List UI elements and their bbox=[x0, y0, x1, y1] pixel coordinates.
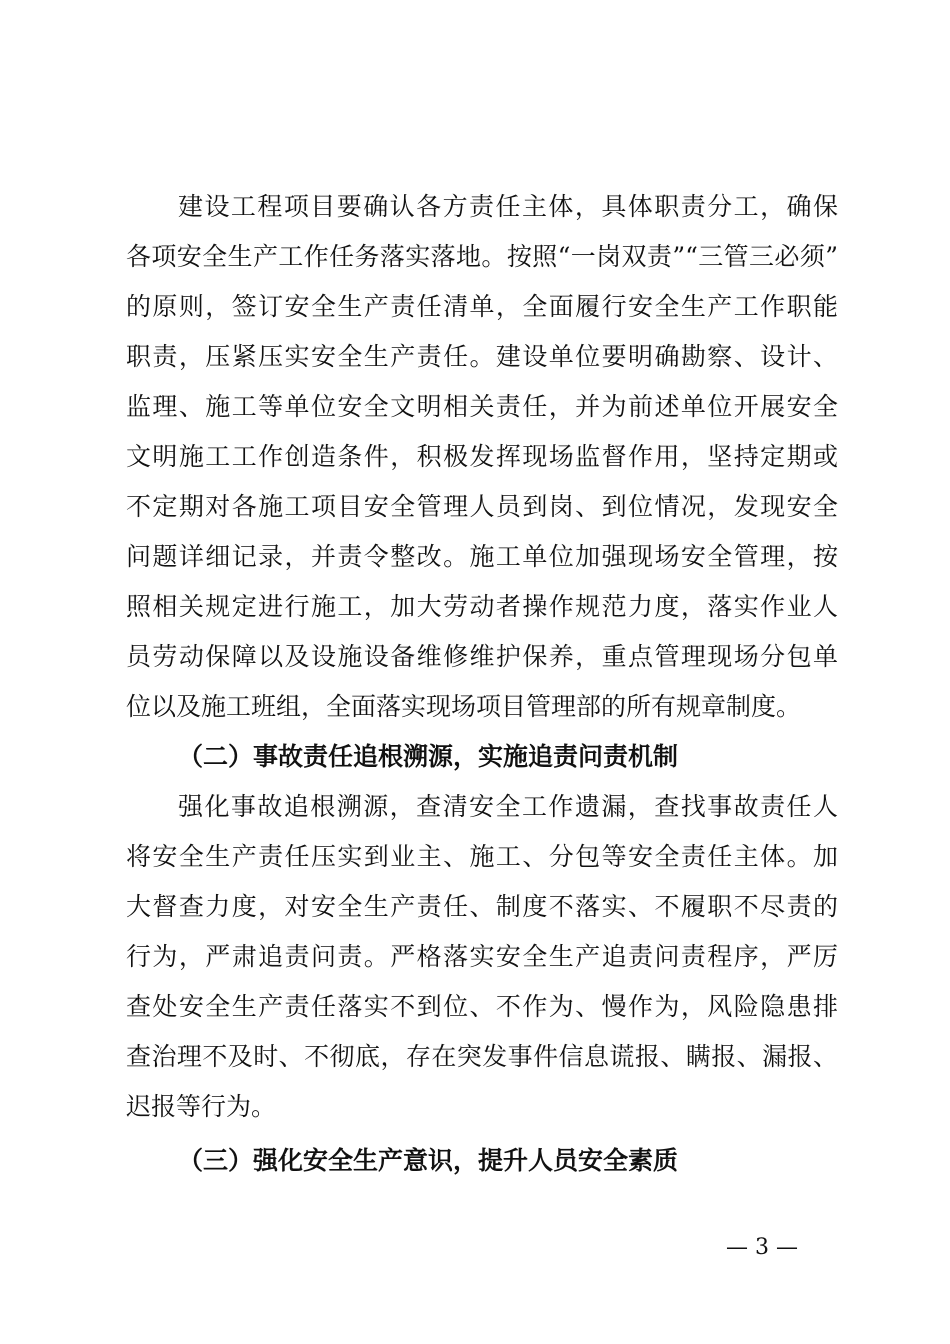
paragraph-line: 查处安全生产责任落实不到位、不作为、慢作为，风险隐患排 bbox=[126, 992, 838, 1021]
page-number: — 3 — bbox=[726, 1235, 798, 1260]
paragraph-line: 照相关规定进行施工，加大劳动者操作规范力度，落实作业人 bbox=[126, 592, 838, 621]
paragraph-line: 位以及施工班组，全面落实现场项目管理部的所有规章制度。 bbox=[126, 692, 802, 721]
paragraph-line: 迟报等行为。 bbox=[126, 1092, 277, 1121]
paragraph-line: 查治理不及时、不彻底，存在突发事件信息谎报、瞒报、漏报、 bbox=[126, 1042, 838, 1071]
paragraph-line: 监理、施工等单位安全文明相关责任，并为前述单位开展安全 bbox=[126, 392, 838, 421]
paragraph-line: 不定期对各施工项目安全管理人员到岗、到位情况，发现安全 bbox=[126, 492, 838, 521]
paragraph-line: 行为，严肃追责问责。严格落实安全生产追责问责程序，严厉 bbox=[126, 942, 838, 971]
paragraph-line: 大督查力度，对安全生产责任、制度不落实、不履职不尽责的 bbox=[126, 892, 838, 921]
paragraph-line: 职责，压紧压实安全生产责任。建设单位要明确勘察、设计、 bbox=[126, 342, 838, 371]
paragraph-1 bbox=[126, 182, 838, 732]
paragraph-line: 各项安全生产工作任务落实落地。按照“一岗双责”“三管三必须” bbox=[126, 242, 838, 271]
section-heading-2: （二）事故责任追根溯源，实施追责问责机制 bbox=[178, 742, 679, 771]
paragraph-2 bbox=[126, 782, 838, 1132]
paragraph-line: 文明施工工作创造条件，积极发挥现场监督作用，坚持定期或 bbox=[126, 442, 838, 471]
paragraph-line: 建设工程项目要确认各方责任主体，具体职责分工，确保 bbox=[178, 192, 838, 221]
document-body bbox=[126, 182, 838, 1190]
paragraph-line: 问题详细记录，并责令整改。施工单位加强现场安全管理，按 bbox=[126, 542, 838, 571]
section-heading-3: （三）强化安全生产意识，提升人员安全素质 bbox=[178, 1146, 679, 1175]
paragraph-line: 员劳动保障以及设施设备维修维护保养，重点管理现场分包单 bbox=[126, 642, 838, 671]
paragraph-line: 将安全生产责任压实到业主、施工、分包等安全责任主体。加 bbox=[126, 842, 838, 871]
paragraph-line: 的原则，签订安全生产责任清单，全面履行安全生产工作职能 bbox=[126, 292, 838, 321]
paragraph-line: 强化事故追根溯源，查清安全工作遗漏，查找事故责任人 bbox=[178, 792, 838, 821]
